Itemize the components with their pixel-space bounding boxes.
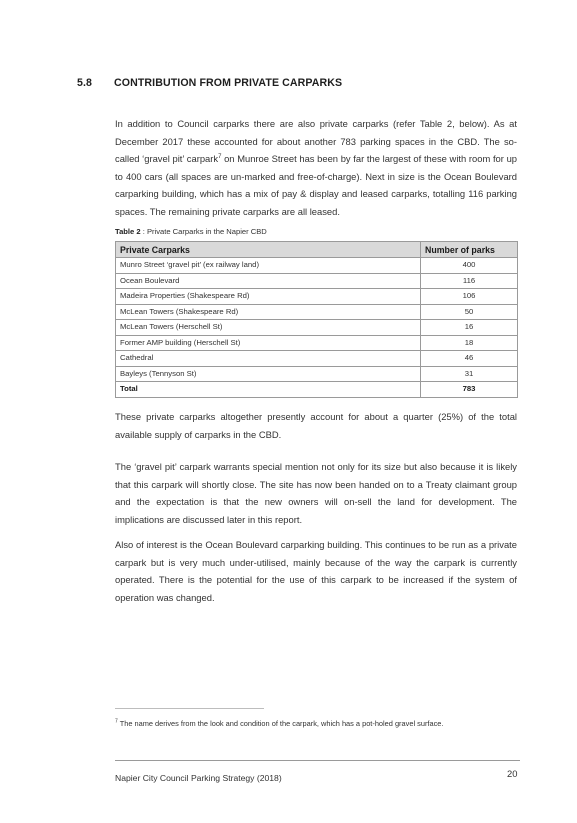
carpark-name: Munro Street ‘gravel pit’ (ex railway land) [116,258,421,274]
carpark-parks: 31 [421,366,518,382]
carpark-name: Former AMP building (Herschell St) [116,335,421,351]
footnote [115,719,443,728]
table-row [116,320,518,336]
table-row [116,304,518,320]
footnote-text: The name derives from the look and condition of the carpark, which has a pot-holed gravel surface. [117,719,444,728]
footnote-marker: 7 [115,718,118,725]
carpark-name: Bayleys (Tennyson St) [116,366,421,382]
paragraph-intro-text-continued: on Munroe Street has been by far the largest of these with room for up to 400 cars (all spaces are un-marked and free-of-charge). Next in size is the Ocean Boulevard carparking building, which has a mix of pay & display and leased carparks, totalling 116 parking spaces. The remaining private carparks are all leased. [115,153,517,217]
total-value: 783 [421,382,518,398]
carpark-parks: 400 [421,258,518,274]
paragraph-intro-text: In addition to Council carparks there are also private carparks (refer Table 2, below). As at December 2017 these accounted for about another 783 parking spaces in the CBD. The so-called ‘gravel pit’ carpark [115,118,517,165]
paragraph-gravel-pit: The ‘gravel pit’ carpark warrants special mention not only for its size but also because it is likely that this carpark will shortly close. The site has now been handed on to a Treaty claimant group and the expectation is that the new owners will on-sell the land for development. The implications are discussed later in this report. [115,461,517,525]
footnote-divider [115,708,264,709]
table-caption-label: Table 2 [115,227,141,236]
section-heading [77,77,342,89]
table-total-row [116,382,518,398]
table-row [116,273,518,289]
footer-title: Napier City Council Parking Strategy (2018) [115,773,282,783]
column-header-carparks: Private Carparks [116,242,421,258]
carpark-parks: 16 [421,320,518,336]
table-row [116,351,518,367]
table-row [116,289,518,305]
carpark-name: McLean Towers (Shakespeare Rd) [116,304,421,320]
carpark-parks: 18 [421,335,518,351]
column-header-number-of-parks: Number of parks [421,242,518,258]
footnote-reference: 7 [218,154,222,161]
table-row [116,335,518,351]
section-title: CONTRIBUTION FROM PRIVATE CARPARKS [114,77,343,89]
table-row [116,366,518,382]
carpark-name: McLean Towers (Herschell St) [116,320,421,336]
table-row [116,258,518,274]
carpark-name: Madeira Properties (Shakespeare Rd) [116,289,421,305]
table-caption-text: : Private Carparks in the Napier CBD [140,227,267,236]
paragraph-supply-share: These private carparks altogether presently account for about a quarter (25%) of the total available supply of carparks in the CBD. [115,411,517,440]
total-label: Total [116,382,421,398]
paragraph-intro [115,115,517,221]
carpark-name: Cathedral [116,351,421,367]
carpark-parks: 50 [421,304,518,320]
carpark-parks: 116 [421,273,518,289]
private-carparks-table [115,241,518,398]
table-caption [115,227,267,236]
footer-divider [115,760,520,761]
table-header-row [116,242,518,258]
carpark-parks: 46 [421,351,518,367]
paragraph-ocean-boulevard: Also of interest is the Ocean Boulevard carparking building. This continues to be run as a private carpark but is very much under-utilised, mainly because of the way the carpark is currently operated. There is the potential for the use of this carpark to be increased if the system of operation was changed. [115,539,517,603]
carpark-parks: 106 [421,289,518,305]
section-number: 5.8 [77,77,93,89]
page-number: 20 [507,768,518,779]
carpark-name: Ocean Boulevard [116,273,421,289]
